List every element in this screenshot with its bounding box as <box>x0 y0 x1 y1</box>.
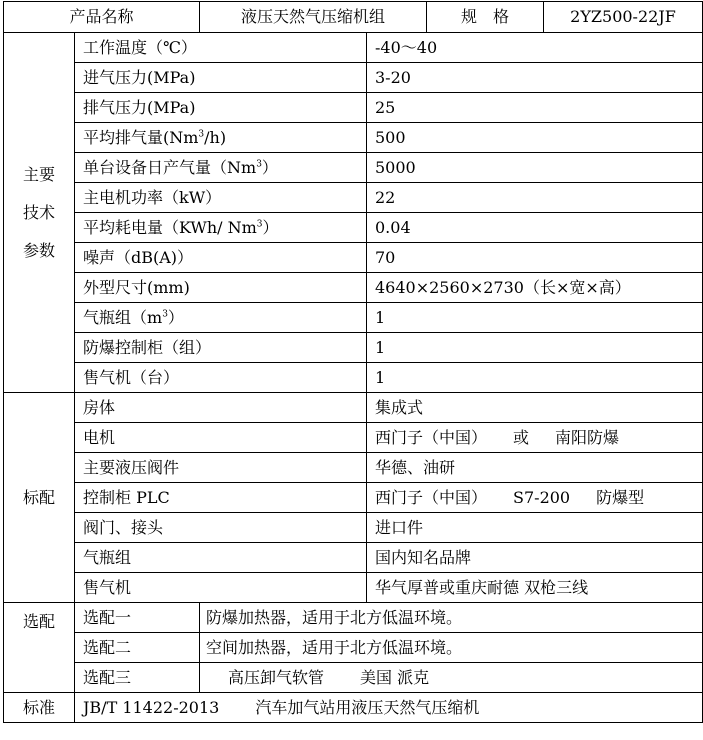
config-value: 西门子（中国） 或 南阳防爆 <box>367 423 703 453</box>
config-row <box>4 543 703 573</box>
param-label: 工作温度（℃） <box>75 33 367 63</box>
param-row <box>4 183 703 213</box>
param-row <box>4 123 703 153</box>
standard-config-section-label: 标配 <box>4 393 75 603</box>
param-label: 噪声（dB(A)） <box>75 243 367 273</box>
param-label: 单台设备日产气量（Nm$^3$） <box>75 153 367 183</box>
section-line: 主要 <box>22 164 55 184</box>
config-value: 集成式 <box>367 393 703 423</box>
param-value: 3-20 <box>367 63 703 93</box>
param-value: 1 <box>367 303 703 333</box>
param-row <box>4 153 703 183</box>
option-label: 选配二 <box>75 633 200 663</box>
param-row <box>4 333 703 363</box>
optional-config-section-label: 选配 <box>4 603 75 693</box>
config-label: 阀门、接头 <box>75 513 367 543</box>
param-row <box>4 273 703 303</box>
param-value: 70 <box>367 243 703 273</box>
param-value: -40～40 <box>367 33 703 63</box>
param-label: 售气机（台） <box>75 363 367 393</box>
option-row <box>4 603 703 633</box>
param-row <box>4 243 703 273</box>
config-label: 售气机 <box>75 573 367 603</box>
param-value: 4640×2560×2730（长×宽×高） <box>367 273 703 303</box>
param-row <box>4 63 703 93</box>
section-line: 技术 <box>22 202 55 222</box>
param-label: 平均耗电量（KWh/ Nm$^3$） <box>75 213 367 243</box>
option-value: 空间加热器，适用于北方低温环境。 <box>200 633 703 663</box>
param-row <box>4 363 703 393</box>
option-value: 高压卸气软管 美国 派克 <box>200 663 703 693</box>
standard-value: JB/T 11422-2013 汽车加气站用液压天然气压缩机 <box>75 693 703 723</box>
option-label: 选配一 <box>75 603 200 633</box>
config-value: 进口件 <box>367 513 703 543</box>
param-label: 进气压力(MPa) <box>75 63 367 93</box>
param-label: 平均排气量(Nm$^3$/h) <box>75 123 367 153</box>
header-row <box>4 2 703 33</box>
config-value: 西门子（中国） S7-200 防爆型 <box>367 483 703 513</box>
param-row <box>4 93 703 123</box>
model-value: 2YZ500-22JF <box>544 2 703 33</box>
config-row <box>4 453 703 483</box>
param-value: 5000 <box>367 153 703 183</box>
option-row <box>4 633 703 663</box>
param-row <box>4 33 703 63</box>
config-label: 气瓶组 <box>75 543 367 573</box>
param-label: 主电机功率（kW） <box>75 183 367 213</box>
product-name-value: 液压天然气压缩机组 <box>200 2 427 33</box>
config-value: 国内知名品牌 <box>367 543 703 573</box>
param-label: 排气压力(MPa) <box>75 93 367 123</box>
config-row <box>4 393 703 423</box>
config-value: 华德、油研 <box>367 453 703 483</box>
config-row <box>4 513 703 543</box>
param-value: 25 <box>367 93 703 123</box>
config-label: 控制柜 PLC <box>75 483 367 513</box>
param-label: 防爆控制柜（组） <box>75 333 367 363</box>
main-params-section-label <box>4 33 75 393</box>
option-row <box>4 663 703 693</box>
config-label: 房体 <box>75 393 367 423</box>
param-value: 1 <box>367 333 703 363</box>
param-value: 1 <box>367 363 703 393</box>
param-row <box>4 303 703 333</box>
option-value: 防爆加热器，适用于北方低温环境。 <box>200 603 703 633</box>
config-label: 主要液压阀件 <box>75 453 367 483</box>
param-label: 外型尺寸(mm) <box>75 273 367 303</box>
spec-label: 规 格 <box>427 2 544 33</box>
config-row <box>4 423 703 453</box>
param-label: 气瓶组$(m^3)$ <box>75 303 367 333</box>
spec-table <box>3 1 703 723</box>
param-value: 0.04 <box>367 213 703 243</box>
config-label: 电机 <box>75 423 367 453</box>
option-label: 选配三 <box>75 663 200 693</box>
standard-label: 标准 <box>4 693 75 723</box>
config-value: 华气厚普或重庆耐德 双枪三线 <box>367 573 703 603</box>
standard-row <box>4 693 703 723</box>
param-row <box>4 213 703 243</box>
param-value: 22 <box>367 183 703 213</box>
param-value: 500 <box>367 123 703 153</box>
product-name-label: 产品名称 <box>4 2 200 33</box>
config-row <box>4 483 703 513</box>
section-line: 参数 <box>22 240 55 260</box>
config-row <box>4 573 703 603</box>
